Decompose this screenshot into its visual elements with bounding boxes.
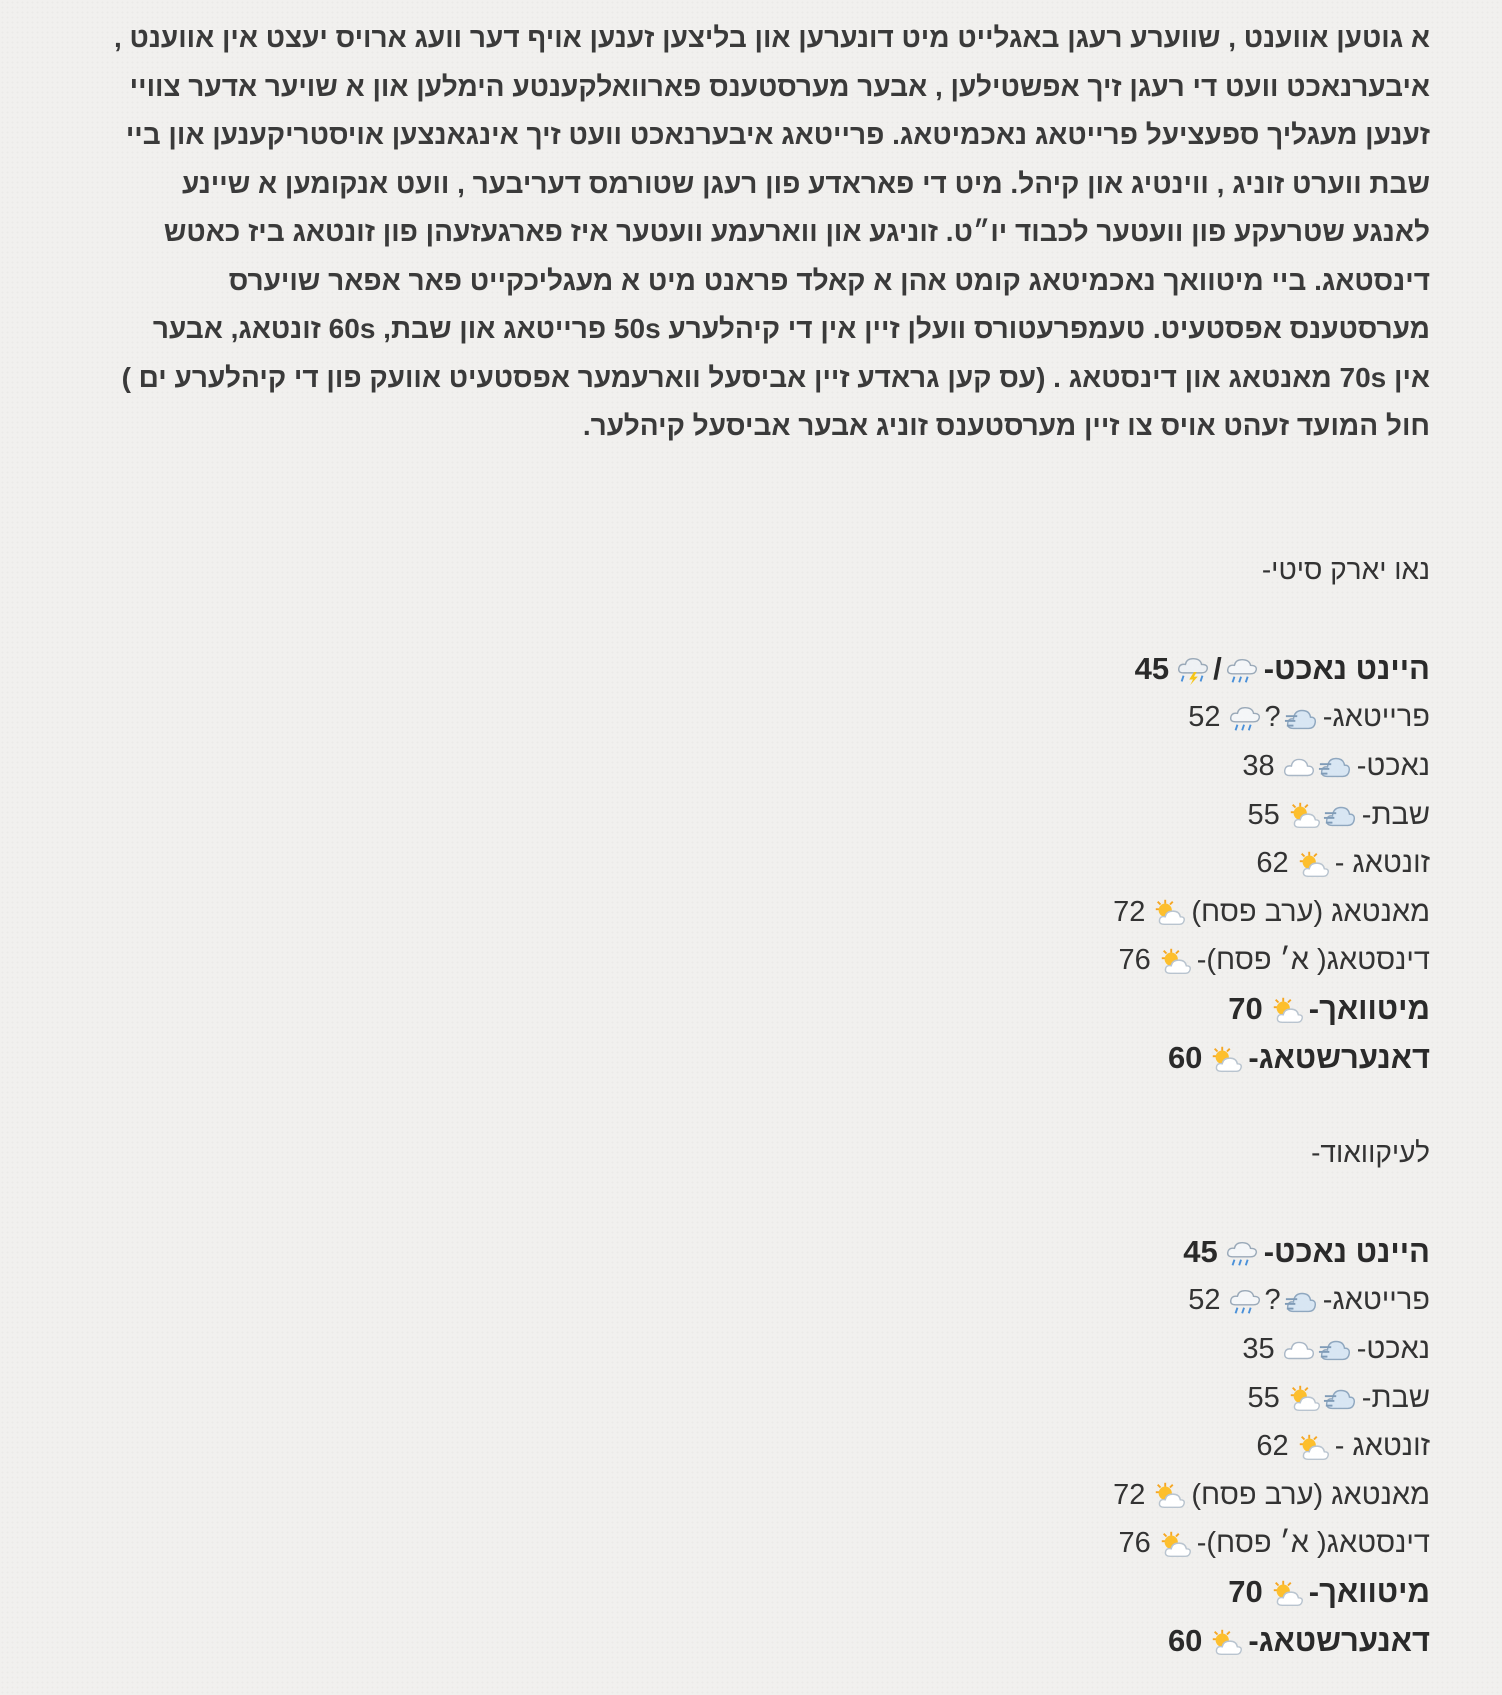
sun-cloud-icon xyxy=(1295,847,1331,880)
weather-icons xyxy=(1151,1479,1187,1512)
forecast-day: נאכט- xyxy=(1356,1332,1430,1365)
forecast-day: דינסטאג( א׳ פסח)- xyxy=(1196,1527,1430,1560)
forecast-temp: 62 xyxy=(1256,847,1289,880)
forecast-temp: 70 xyxy=(1228,1574,1263,1610)
forecast-day: זונטאג - xyxy=(1334,847,1430,880)
forecast-day: מיטוואך- xyxy=(1308,1574,1430,1610)
forecast-row xyxy=(110,1520,1430,1569)
forecast-day: דאנערשטאג- xyxy=(1248,1623,1430,1659)
wind-icon xyxy=(1283,1284,1319,1317)
wind-icon xyxy=(1322,799,1358,832)
weather-icons xyxy=(1269,991,1305,1027)
forecast-row xyxy=(110,985,1430,1034)
forecast-day: היינט נאכט- xyxy=(1263,651,1430,687)
weather-icons xyxy=(1295,847,1331,880)
forecast-temp: 35 xyxy=(1242,1332,1275,1365)
forecast-temp: 45 xyxy=(1183,1234,1218,1270)
forecast-row xyxy=(110,1228,1430,1277)
sun-cloud-icon xyxy=(1286,1382,1322,1415)
forecast-day: פרייטאג- xyxy=(1322,701,1430,734)
city-name: נאו יארק סיטי- xyxy=(1261,554,1430,585)
forecast-day: שבת- xyxy=(1361,798,1430,831)
sun-cloud-icon xyxy=(1157,1527,1193,1560)
question-mark: ? xyxy=(1264,701,1281,734)
weather-icons xyxy=(1295,1430,1331,1463)
slash-separator: / xyxy=(1213,651,1222,687)
sun-cloud-icon xyxy=(1157,944,1193,977)
sun-cloud-icon xyxy=(1208,1040,1244,1076)
forecast-row xyxy=(110,839,1430,888)
forecast-list-lakewood xyxy=(110,1228,1430,1665)
forecast-temp: 55 xyxy=(1247,1381,1280,1414)
forecast-temp: 52 xyxy=(1188,1284,1221,1317)
cloud-icon xyxy=(1281,750,1317,783)
forecast-list-nyc xyxy=(110,645,1430,1082)
rain-cloud-icon xyxy=(1227,701,1263,734)
forecast-day: שבת- xyxy=(1361,1381,1430,1414)
city-heading-lakewood xyxy=(110,1133,1430,1173)
intro-text: א גוטען אווענט , שווערע רעגן באגלייט מיט דונערען און בליצען זענען אויף דער וועג ארויס יעצט אין אווענט , איבערנאכט וועט די רעגן זיך אפשטילען , אבער מערסטענס פארוואלקענטע הימלען און א שויער אדער צוויי זענען מעגליך ספעציעל פרייטאג נאכמיטאג. פרייטאג איבערנאכט וועט זיך אינגאנצען אויסטריקענען און ביי שבת ווערט זוניג , ווינטיג און קיהל. מיט די פאראדע פון רעגן שטורמס דעריבער , וועט אנקומען א שיינע לאנגע שטרעקע פון וועטער לכבוד יו״ט. זוניגע און ווארעמע וועטער איז פארגעזעהן פון זונטאג ביז כאטש דינסטאג. ביי מיטוואך נאכמיטאג קומט אהן א קאלד פראנט מיט א מעגליכקייט פאר אפאר שויערס מערסטענס אפסטעיט. טעמפרעטורס וועלן זיין אין די קיהלערע 50s פרייטאג און שבת, 60s זונטאג, אבער אין 70s מאנטאג און דינסטאג . (עס קען גראדע זיין אביסעל ווארעמער אפסטעיט אוועק פון די קיהלערע ים ) חול המועד זעהט אויס צו זיין מערסטענס זוניג אבער אביסעל קיהלער. xyxy=(114,22,1430,441)
wind-icon xyxy=(1317,750,1353,783)
forecast-row xyxy=(110,1471,1430,1520)
weather-icons xyxy=(1224,1234,1260,1270)
intro-paragraph xyxy=(110,14,1430,451)
forecast-temp: 60 xyxy=(1167,1040,1203,1076)
weather-icons xyxy=(1269,1574,1305,1610)
wind-icon xyxy=(1283,701,1319,734)
forecast-row xyxy=(110,791,1430,840)
forecast-temp: 70 xyxy=(1228,991,1263,1027)
forecast-row xyxy=(110,888,1430,937)
cloud-icon xyxy=(1281,1333,1317,1366)
weather-icons xyxy=(1227,701,1319,734)
sun-cloud-icon xyxy=(1286,799,1322,832)
forecast-temp: 72 xyxy=(1113,895,1146,928)
forecast-row xyxy=(110,1325,1430,1374)
weather-icons xyxy=(1281,750,1353,783)
forecast-temp: 76 xyxy=(1118,1527,1151,1560)
wind-icon xyxy=(1317,1333,1353,1366)
weather-icons xyxy=(1157,944,1193,977)
forecast-temp: 60 xyxy=(1167,1623,1203,1659)
forecast-row xyxy=(110,1374,1430,1423)
weather-icons xyxy=(1208,1040,1244,1076)
weather-icons xyxy=(1151,896,1187,929)
forecast-temp: 62 xyxy=(1256,1430,1289,1463)
forecast-day: מאנטאג (ערב פסח) xyxy=(1191,895,1430,928)
forecast-day: מיטוואך- xyxy=(1308,991,1430,1027)
weather-icons xyxy=(1175,651,1260,687)
question-mark: ? xyxy=(1264,1284,1281,1317)
forecast-row xyxy=(110,694,1430,743)
wind-icon xyxy=(1322,1382,1358,1415)
weather-icons xyxy=(1227,1284,1319,1317)
weather-icons xyxy=(1157,1527,1193,1560)
sun-cloud-icon xyxy=(1269,1574,1305,1610)
forecast-row xyxy=(110,1617,1430,1666)
forecast-temp: 52 xyxy=(1188,701,1221,734)
city-name: לעיקוואוד- xyxy=(1311,1137,1430,1168)
forecast-day: זונטאג - xyxy=(1334,1430,1430,1463)
sun-cloud-icon xyxy=(1269,991,1305,1027)
forecast-temp: 55 xyxy=(1247,798,1280,831)
forecast-row xyxy=(110,1277,1430,1326)
weather-icons xyxy=(1281,1333,1353,1366)
forecast-day: דינסטאג( א׳ פסח)- xyxy=(1196,944,1430,977)
forecast-row xyxy=(110,645,1430,694)
forecast-row xyxy=(110,937,1430,986)
weather-icons xyxy=(1208,1623,1244,1659)
forecast-temp: 45 xyxy=(1134,651,1170,687)
weather-icons xyxy=(1286,799,1358,832)
forecast-row xyxy=(110,1568,1430,1617)
forecast-day: היינט נאכט- xyxy=(1263,1234,1430,1270)
forecast-day: מאנטאג (ערב פסח) xyxy=(1191,1478,1430,1511)
city-heading-nyc xyxy=(110,550,1430,590)
rain-cloud-icon xyxy=(1227,1284,1263,1317)
rain-cloud-icon xyxy=(1224,1234,1260,1270)
thunder-rain-icon xyxy=(1175,651,1211,687)
sun-cloud-icon xyxy=(1151,1479,1187,1512)
forecast-day: דאנערשטאג- xyxy=(1248,1040,1430,1076)
forecast-row xyxy=(110,742,1430,791)
rain-cloud-icon xyxy=(1224,651,1260,687)
forecast-temp: 76 xyxy=(1118,944,1151,977)
forecast-row xyxy=(110,1034,1430,1083)
forecast-row xyxy=(110,1422,1430,1471)
forecast-temp: 72 xyxy=(1113,1478,1146,1511)
sun-cloud-icon xyxy=(1208,1623,1244,1659)
sun-cloud-icon xyxy=(1295,1430,1331,1463)
forecast-temp: 38 xyxy=(1242,749,1275,782)
sun-cloud-icon xyxy=(1151,896,1187,929)
forecast-day: פרייטאג- xyxy=(1322,1284,1430,1317)
forecast-day: נאכט- xyxy=(1356,749,1430,782)
weather-icons xyxy=(1286,1382,1358,1415)
